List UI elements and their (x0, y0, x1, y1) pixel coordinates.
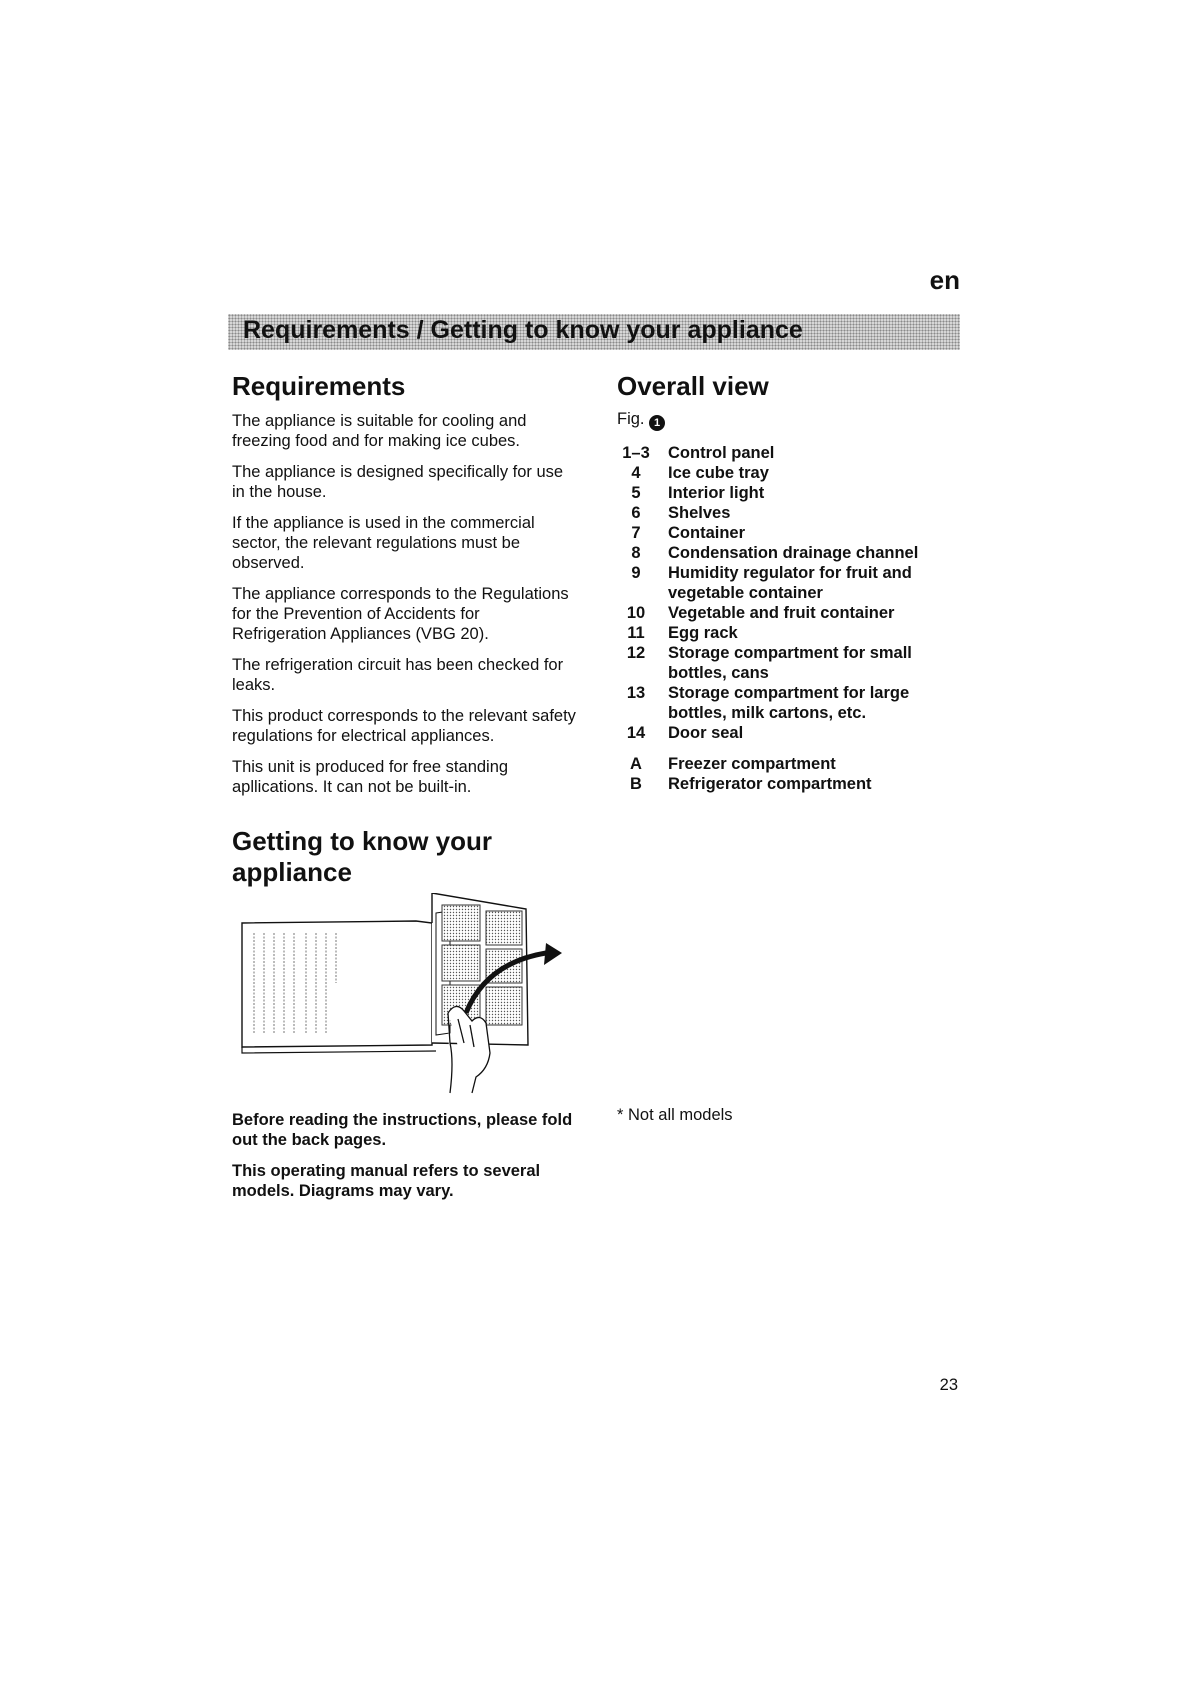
part-label: Egg rack (668, 624, 738, 642)
list-item (608, 603, 968, 623)
list-item (608, 463, 968, 483)
part-number: 14 (626, 724, 646, 742)
list-item (608, 774, 968, 794)
part-number: 4 (631, 464, 641, 482)
compartment-label: Refrigerator compartment (668, 775, 872, 793)
part-label: Humidity regulator for fruit and vegetable container (668, 564, 912, 602)
part-label: Interior light (668, 484, 765, 502)
part-label: Condensation drainage channel (668, 544, 919, 562)
requirements-paragraph: This unit is produced for free standing apllications. It can not be built-in. (232, 758, 509, 796)
page-number: 23 (939, 1376, 958, 1394)
figure-label: Fig. (617, 410, 645, 428)
part-number: 7 (631, 524, 641, 542)
figure-number-badge: 1 (649, 415, 665, 431)
part-label: Container (668, 524, 746, 542)
requirements-paragraph: The appliance is suitable for cooling and freezing food and for making ice cubes. (232, 412, 527, 450)
list-item (608, 443, 968, 463)
requirements-paragraph: If the appliance is used in the commercial sector, the relevant regulations must be observed. (232, 514, 535, 572)
figure-reference (617, 410, 665, 431)
list-item (608, 523, 968, 543)
section-banner (228, 314, 960, 350)
getting-to-know-heading: Getting to know your appliance (232, 826, 492, 887)
part-label: Vegetable and fruit container (668, 604, 895, 622)
models-note: This operating manual refers to several models. Diagrams may vary. (232, 1162, 541, 1200)
list-item (608, 563, 968, 603)
getting-to-know-notes (232, 1110, 577, 1212)
footnote: * Not all models (617, 1106, 733, 1124)
part-number: 10 (626, 604, 646, 622)
part-number: 8 (631, 544, 641, 562)
part-number: 11 (627, 624, 645, 642)
part-number: 6 (631, 504, 641, 522)
requirements-heading: Requirements (232, 371, 406, 401)
language-code: en (929, 265, 960, 295)
part-label: Storage compartment for large bottles, milk cartons, etc. (668, 684, 910, 722)
part-label: Storage compartment for small bottles, cans (668, 644, 912, 682)
compartment-letter: B (630, 775, 642, 793)
requirements-paragraph: This product corresponds to the relevant safety regulations for electrical appliances. (232, 707, 576, 745)
parts-list (608, 443, 968, 794)
list-item (608, 483, 968, 503)
requirements-paragraph: The appliance corresponds to the Regulations for the Prevention of Accidents for Refrigeration Appliances (VBG 20). (232, 585, 569, 643)
compartment-label: Freezer compartment (668, 755, 836, 773)
compartment-letter: A (630, 755, 642, 773)
part-number: 5 (631, 484, 641, 502)
requirements-paragraph: The refrigeration circuit has been checked for leaks. (232, 656, 564, 694)
list-item (608, 683, 968, 723)
list-item (608, 723, 968, 743)
list-item (608, 543, 968, 563)
requirements-paragraph: The appliance is designed specifically for use in the house. (232, 463, 564, 501)
list-item (608, 623, 968, 643)
list-item (608, 754, 968, 774)
part-number: 12 (626, 644, 646, 662)
overall-view-heading: Overall view (617, 371, 769, 401)
part-number: 13 (626, 684, 646, 702)
part-number: 9 (631, 564, 641, 582)
hand-icon (448, 1006, 490, 1093)
requirements-text (232, 411, 577, 808)
part-number: 1–3 (622, 444, 650, 462)
list-item (608, 503, 968, 523)
fold-out-note: Before reading the instructions, please fold out the back pages. (232, 1111, 573, 1149)
part-label: Door seal (668, 724, 744, 742)
list-item (608, 643, 968, 683)
fold-out-manual-illustration (236, 893, 566, 1100)
part-label: Shelves (668, 504, 731, 522)
part-label: Control panel (668, 444, 775, 462)
banner-title: Requirements / Getting to know your appliance (243, 316, 803, 344)
part-label: Ice cube tray (668, 464, 769, 482)
